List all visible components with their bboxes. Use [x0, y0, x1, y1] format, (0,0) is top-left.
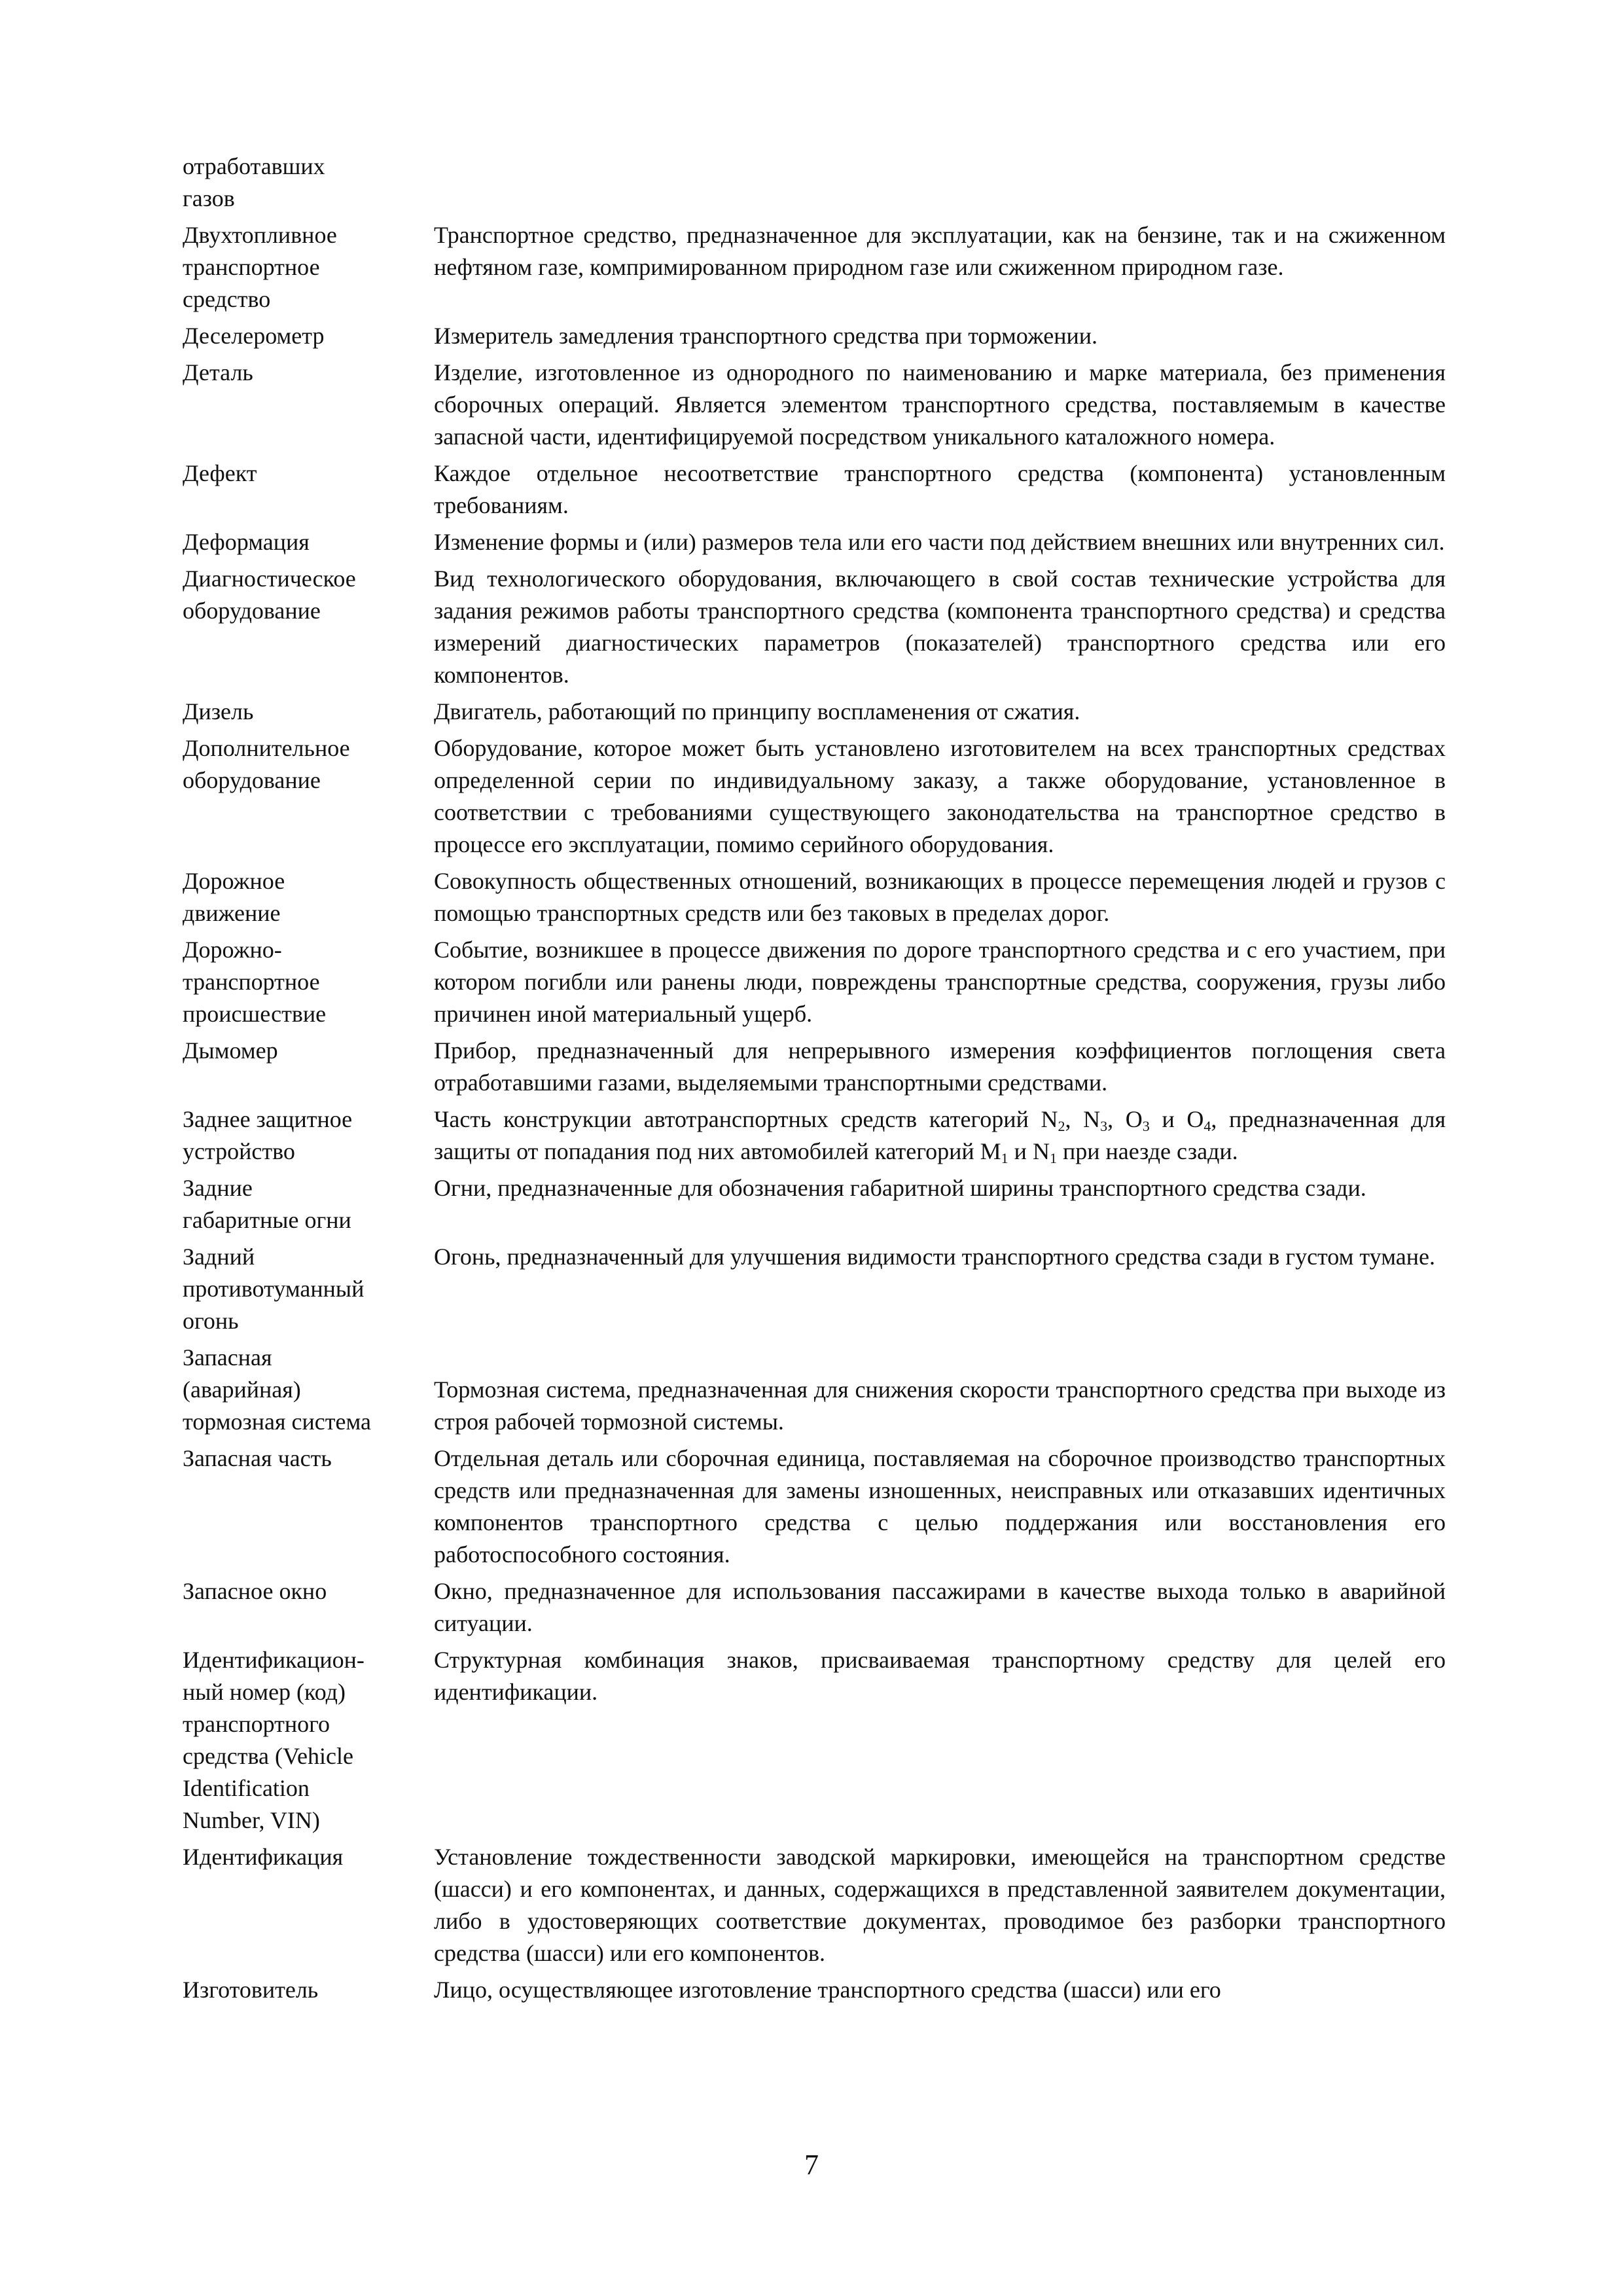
- term-line: Изготовитель: [183, 1977, 319, 2003]
- term-line: транспортное: [183, 254, 320, 280]
- term-line: устройство: [183, 1138, 295, 1164]
- glossary-entry: [183, 1443, 1446, 1571]
- definition-text: и N: [1008, 1138, 1050, 1164]
- glossary-entry: [183, 1103, 1446, 1168]
- term-line: Деформация: [183, 529, 310, 555]
- glossary-entry: [183, 1241, 1446, 1337]
- glossary-entry: [183, 934, 1446, 1030]
- entry-definition: Установление тождественности заводской маркировки, имеющейся на транспортном средстве (шасси) и его компонентах, и данных, содержащихся в представленной заявителем документации, либо в удостоверяющих соответствие документах, проводимое без разборки транспортного средства (шасси) или его компонентов.: [434, 1844, 1446, 1966]
- entry-definition: Событие, возникшее в процессе движения по дороге транспортного средства и с его участием, при котором погибли или ранены люди, повреждены транспортные средства, сооружения, грузы либо причинен иной материальный ущерб.: [434, 937, 1446, 1027]
- term-line: габаритные огни: [183, 1207, 351, 1233]
- entry-definition: Изменение формы и (или) размеров тела или его части под действием внешних или внутренних сил.: [434, 529, 1445, 555]
- term-line: Identification: [183, 1775, 310, 1801]
- term-line: происшествие: [183, 1001, 327, 1027]
- term-line: Деталь: [183, 359, 253, 386]
- glossary-entry: [183, 320, 1446, 352]
- term-line: огонь: [183, 1308, 239, 1334]
- term-line: Дорожно-: [183, 937, 282, 963]
- entry-definition: Окно, предназначенное для использования пассажирами в качестве выхода только в аварийной ситуации.: [434, 1578, 1446, 1636]
- term-line: Дымомер: [183, 1037, 278, 1064]
- subscript: 3: [1100, 1118, 1108, 1134]
- term-line: тормозная система: [183, 1408, 371, 1435]
- entry-term: [183, 1103, 434, 1168]
- term-line: Дизель: [183, 698, 254, 725]
- entry-term: [183, 934, 434, 1030]
- definition-text: Тормозная система, предназначенная для снижения скорости транспортного средства при выходе из строя рабочей тормозной системы.: [434, 1376, 1446, 1435]
- entry-definition: Вид технологического оборудования, включающего в свой состав технические устройства для задания режимов работы транспортного средства (компонента транспортного средства) и средства измерений диагностических параметров (показателей) транспортного средства или его компонентов.: [434, 565, 1446, 688]
- glossary-entry: [183, 1841, 1446, 1969]
- entry-definition: Изделие, изготовленное из однородного по наименованию и марке материала, без применения сборочных операций. Является элементом транспортного средства, поставляемым в качестве запасной части, идентифицируемой посредством уникального каталожного номера.: [434, 359, 1446, 450]
- entry-term: [183, 1974, 434, 2006]
- entry-definition: Отдельная деталь или сборочная единица, поставляемая на сборочное производство транспортных средств или предназначенная для замены изношенных, неисправных или отказавших идентичных компонентов транспортного средства с целью поддержания или восстановления его работоспособного состояния.: [434, 1445, 1446, 1568]
- term-line: оборудование: [183, 598, 321, 624]
- definition-text: , N: [1065, 1106, 1101, 1132]
- term-line: Деселерометр: [183, 323, 325, 349]
- entry-term: [183, 1342, 434, 1438]
- subscript: 1: [1001, 1150, 1008, 1166]
- entry-term: [183, 732, 434, 797]
- term-line: Запасная часть: [183, 1445, 332, 1471]
- entry-definition: [434, 1342, 1446, 1438]
- glossary-entry: [183, 696, 1446, 728]
- glossary-entry: [183, 151, 1446, 215]
- entry-term: [183, 865, 434, 929]
- definition-text: и O: [1149, 1106, 1204, 1132]
- term-line: Задний: [183, 1244, 255, 1270]
- entry-definition: Каждое отдельное несоответствие транспортного средства (компонента) установленным требованиям.: [434, 460, 1446, 518]
- term-line: отработавших: [183, 153, 325, 179]
- glossary-entry: [183, 457, 1446, 522]
- entry-term: [183, 1241, 434, 1337]
- glossary-entry: [183, 563, 1446, 691]
- entry-term: [183, 1841, 434, 1873]
- entry-definition: Прибор, предназначенный для непрерывного измерения коэффициентов поглощения света отработавшими газами, выделяемыми транспортными средствами.: [434, 1037, 1446, 1096]
- term-line: транспортное: [183, 969, 320, 995]
- entry-term: [183, 151, 434, 215]
- term-line: средство: [183, 286, 271, 312]
- entry-definition: Структурная комбинация знаков, присваиваемая транспортному средству для целей его идентификации.: [434, 1647, 1446, 1705]
- term-line: Запасное окно: [183, 1578, 327, 1604]
- glossary-entry: [183, 1172, 1446, 1236]
- term-line: Дефект: [183, 460, 257, 486]
- entry-definition: Двигатель, работающий по принципу воспламенения от сжатия.: [434, 698, 1080, 725]
- subscript: 1: [1049, 1150, 1057, 1166]
- definition-text: Часть конструкции автотранспортных средств категорий N: [434, 1106, 1058, 1132]
- term-line: средства (Vehicle: [183, 1743, 353, 1769]
- entry-term: [183, 1644, 434, 1837]
- term-line: ный номер (код): [183, 1679, 346, 1705]
- entry-term: [183, 357, 434, 389]
- term-line: транспортного: [183, 1711, 330, 1737]
- definition-text: , предназначенная для защиты от попадания под них автомобилей категорий M: [434, 1106, 1446, 1164]
- term-line: Идентификация: [183, 1844, 344, 1870]
- entry-definition: [434, 1103, 1446, 1168]
- term-line: Дорожное: [183, 868, 285, 894]
- term-line: Идентификацион-: [183, 1647, 365, 1673]
- entry-term: [183, 1172, 434, 1236]
- entry-term: [183, 1035, 434, 1067]
- blank-line: [434, 1342, 1446, 1374]
- glossary-table: [183, 151, 1446, 2011]
- entry-term: [183, 320, 434, 352]
- entry-definition: Огни, предназначенные для обозначения габаритной ширины транспортного средства сзади.: [434, 1175, 1366, 1201]
- term-line: Number, VIN): [183, 1807, 320, 1833]
- glossary-entry: [183, 1644, 1446, 1837]
- glossary-entry: [183, 1974, 1446, 2006]
- glossary-entry: [183, 1342, 1446, 1438]
- term-line: противотуманный: [183, 1276, 365, 1302]
- glossary-entry: [183, 219, 1446, 315]
- glossary-entry: [183, 1575, 1446, 1640]
- glossary-entry: [183, 357, 1446, 453]
- entry-term: [183, 526, 434, 558]
- page-number: 7: [804, 2149, 819, 2181]
- entry-definition: Совокупность общественных отношений, возникающих в процессе перемещения людей и грузов с помощью транспортных средств или без таковых в пределах дорог.: [434, 868, 1446, 926]
- entry-definition: Транспортное средство, предназначенное для эксплуатации, как на бензине, так и на сжиженном нефтяном газе, компримированном природном газе или сжиженном природном газе.: [434, 222, 1446, 280]
- entry-term: [183, 219, 434, 315]
- term-line: Дополнительное: [183, 735, 350, 761]
- entry-term: [183, 1575, 434, 1607]
- entry-term: [183, 457, 434, 490]
- glossary-entry: [183, 732, 1446, 861]
- term-line: Двухтопливное: [183, 222, 337, 248]
- entry-definition: Оборудование, которое может быть установлено изготовителем на всех транспортных средствах определенной серии по индивидуальному заказу, а также оборудование, установленное в соответствии с требованиями существующего законодательства на транспортное средство в процессе его эксплуатации, помимо серийного оборудования.: [434, 735, 1446, 857]
- glossary-entry: [183, 526, 1446, 558]
- term-line: движение: [183, 900, 281, 926]
- term-line: Задние: [183, 1175, 253, 1201]
- glossary-entry: [183, 1035, 1446, 1099]
- term-line: (аварийная): [183, 1376, 301, 1403]
- glossary-entry: [183, 865, 1446, 929]
- subscript: 4: [1204, 1118, 1211, 1134]
- subscript: 2: [1058, 1118, 1065, 1134]
- subscript: 3: [1142, 1118, 1150, 1134]
- term-line: Диагностическое: [183, 565, 356, 592]
- definition-text: при наезде сзади.: [1056, 1138, 1238, 1164]
- entry-definition: Измеритель замедления транспортного средства при торможении.: [434, 323, 1098, 349]
- entry-definition: Лицо, осуществляющее изготовление транспортного средства (шасси) или его: [434, 1977, 1221, 2003]
- entry-term: [183, 1443, 434, 1475]
- entry-term: [183, 563, 434, 627]
- term-line: Запасная: [183, 1344, 272, 1371]
- term-line: Заднее защитное: [183, 1106, 353, 1132]
- entry-definition: Огонь, предназначенный для улучшения видимости транспортного средства сзади в густом тумане.: [434, 1244, 1435, 1270]
- term-line: оборудование: [183, 767, 321, 793]
- definition-text: , O: [1107, 1106, 1143, 1132]
- entry-term: [183, 696, 434, 728]
- term-line: газов: [183, 185, 235, 211]
